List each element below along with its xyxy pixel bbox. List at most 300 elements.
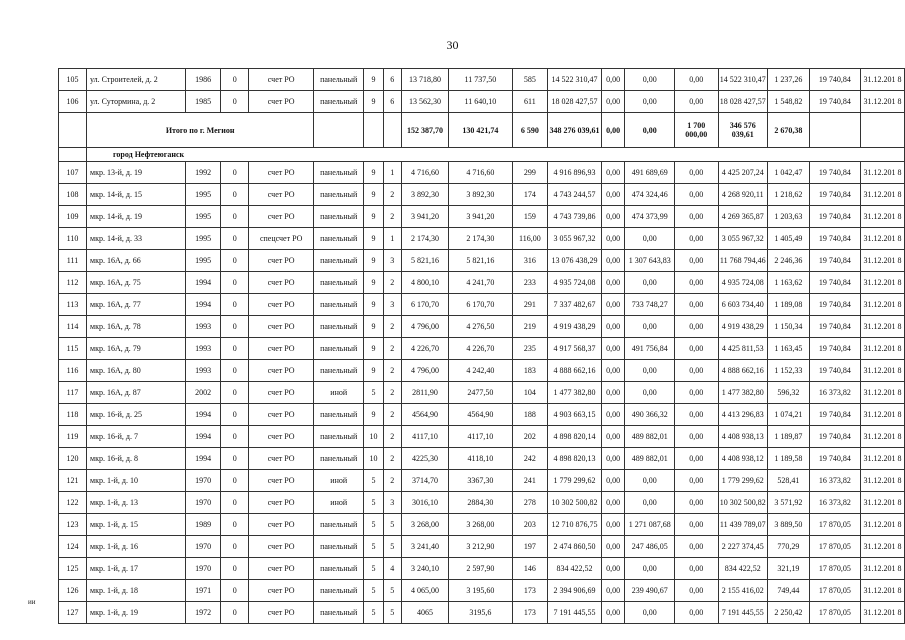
total-per-sqm: 2 670,38 (768, 113, 810, 148)
cell-c13: 0,00 (674, 338, 718, 360)
cell-deadline: 31.12.201 8 (861, 360, 905, 382)
cell-wall: панельный (314, 316, 364, 338)
cell-wall: панельный (314, 250, 364, 272)
cell-year: 1986 (185, 69, 221, 91)
cell-c14: 11 439 789,07 (718, 514, 767, 536)
cell-floors: 9 (364, 360, 384, 382)
cell-area-living: 3 268,00 (449, 514, 512, 536)
cell-c11: 0,00 (601, 338, 625, 360)
cell-limit: 19 740,84 (809, 69, 860, 91)
cell-residents: 203 (512, 514, 548, 536)
cell-entrances: 4 (383, 558, 401, 580)
cell-floors: 9 (364, 206, 384, 228)
cell-entrances: 1 (383, 228, 401, 250)
cell-residents: 173 (512, 580, 548, 602)
cell-floors: 5 (364, 580, 384, 602)
cell-address: мкр. 16А, д. 66 (87, 250, 186, 272)
cell-wall: панельный (314, 514, 364, 536)
cell-deadline: 31.12.201 8 (861, 316, 905, 338)
cell-year: 2002 (185, 382, 221, 404)
cell-c14: 7 191 445,55 (718, 602, 767, 624)
cell-c3: 0 (221, 426, 249, 448)
cell-per-sqm: 528,41 (768, 470, 810, 492)
cell-cost-total: 4 919 438,29 (548, 316, 601, 338)
cell-cost-total: 4 935 724,08 (548, 272, 601, 294)
cell-entrances: 1 (383, 162, 401, 184)
cell-c12: 1 307 643,83 (625, 250, 674, 272)
cell-cost-total: 4 888 662,16 (548, 360, 601, 382)
cell-year: 1989 (185, 514, 221, 536)
cell-deadline: 31.12.201 8 (861, 69, 905, 91)
cell-fund: счет РО (249, 206, 314, 228)
cell-residents: 183 (512, 360, 548, 382)
cell-c13: 0,00 (674, 206, 718, 228)
cell-c13: 0,00 (674, 470, 718, 492)
cell-area-living: 4 226,70 (449, 338, 512, 360)
cell-wall: панельный (314, 602, 364, 624)
cell-c11: 0,00 (601, 250, 625, 272)
cell-cost-total: 7 337 482,67 (548, 294, 601, 316)
cell-fund: счет РО (249, 448, 314, 470)
cell-c13: 0,00 (674, 536, 718, 558)
cell-address: мкр. 16-й, д. 25 (87, 404, 186, 426)
cell-c13: 0,00 (674, 162, 718, 184)
cell-c13: 0,00 (674, 184, 718, 206)
cell-limit: 19 740,84 (809, 184, 860, 206)
cell-residents: 202 (512, 426, 548, 448)
page-number: 30 (446, 38, 459, 52)
cell-c14: 4 888 662,16 (718, 360, 767, 382)
cell-wall: панельный (314, 558, 364, 580)
cell-c11: 0,00 (601, 69, 625, 91)
cell-c3: 0 (221, 536, 249, 558)
cell-residents: 188 (512, 404, 548, 426)
cell-entrances: 2 (383, 448, 401, 470)
cell-limit: 17 870,05 (809, 602, 860, 624)
table-row (59, 272, 905, 294)
cell-area-total: 4 716,60 (401, 162, 449, 184)
table-row (59, 184, 905, 206)
cell-c13: 0,00 (674, 492, 718, 514)
cell-address: мкр. 1-й, д. 13 (87, 492, 186, 514)
cell-wall: панельный (314, 404, 364, 426)
cell-entrances: 2 (383, 272, 401, 294)
cell-year: 1995 (185, 206, 221, 228)
cell-c13: 0,00 (674, 294, 718, 316)
cell-floors: 9 (364, 228, 384, 250)
cell-area-total: 3714,70 (401, 470, 449, 492)
cell-fund: счет РО (249, 338, 314, 360)
cell-year: 1993 (185, 316, 221, 338)
cell-wall: панельный (314, 360, 364, 382)
table-row (59, 580, 905, 602)
cell-address: мкр. 16А, д. 80 (87, 360, 186, 382)
cell-deadline: 31.12.201 8 (861, 514, 905, 536)
cell-deadline: 31.12.201 8 (861, 492, 905, 514)
cell-deadline: 31.12.201 8 (861, 294, 905, 316)
cell-c12: 0,00 (625, 382, 674, 404)
cell-limit: 19 740,84 (809, 360, 860, 382)
cell-c3: 0 (221, 162, 249, 184)
cell-c14: 2 155 416,02 (718, 580, 767, 602)
cell-num: 124 (59, 536, 87, 558)
cell-residents: 233 (512, 272, 548, 294)
cell-area-total: 3016,10 (401, 492, 449, 514)
cell-entrances: 2 (383, 206, 401, 228)
cell-num: 113 (59, 294, 87, 316)
cell-wall: иной (314, 382, 364, 404)
cell-deadline: 31.12.201 8 (861, 448, 905, 470)
total-area-living: 130 421,74 (449, 113, 512, 148)
cell-area-living: 3 892,30 (449, 184, 512, 206)
cell-c11: 0,00 (601, 91, 625, 113)
cell-deadline: 31.12.201 8 (861, 470, 905, 492)
cell-c14: 1 779 299,62 (718, 470, 767, 492)
table-row (59, 206, 905, 228)
cell-residents: 116,00 (512, 228, 548, 250)
section-row (59, 148, 905, 162)
cell-area-total: 4 226,70 (401, 338, 449, 360)
cell-c13: 0,00 (674, 228, 718, 250)
cell-num: 118 (59, 404, 87, 426)
cell-limit: 19 740,84 (809, 272, 860, 294)
cell-num: 105 (59, 69, 87, 91)
cell-year: 1994 (185, 272, 221, 294)
cell-area-living: 5 821,16 (449, 250, 512, 272)
cell-fund: счет РО (249, 514, 314, 536)
cell-address: мкр. 14-й, д. 15 (87, 184, 186, 206)
cell-c13: 0,00 (674, 404, 718, 426)
cell-c11: 0,00 (601, 448, 625, 470)
table-row (59, 536, 905, 558)
cell-floors: 5 (364, 492, 384, 514)
cell-c14: 3 055 967,32 (718, 228, 767, 250)
table-row (59, 294, 905, 316)
cell-per-sqm: 2 246,36 (768, 250, 810, 272)
cell-fund: счет РО (249, 69, 314, 91)
cell-c14: 10 302 500,82 (718, 492, 767, 514)
cell-c13: 0,00 (674, 426, 718, 448)
cell-c12: 489 882,01 (625, 448, 674, 470)
cell-area-total: 4 796,00 (401, 316, 449, 338)
cell-entrances: 3 (383, 492, 401, 514)
cell-num: 115 (59, 338, 87, 360)
cell-entrances: 5 (383, 514, 401, 536)
cell-area-total: 4 800,10 (401, 272, 449, 294)
cell-fund: счет РО (249, 294, 314, 316)
table-row (59, 448, 905, 470)
cell-c12: 0,00 (625, 492, 674, 514)
cell-c11: 0,00 (601, 162, 625, 184)
cell-c14: 4 425 207,24 (718, 162, 767, 184)
cell-year: 1993 (185, 338, 221, 360)
cell-c3: 0 (221, 514, 249, 536)
cell-cost-total: 4 898 820,13 (548, 448, 601, 470)
cell-residents: 197 (512, 536, 548, 558)
cell-address: мкр. 16А, д. 77 (87, 294, 186, 316)
total-empty-cell (383, 113, 401, 148)
total-c14: 346 576 039,61 (718, 113, 767, 148)
cell-wall: панельный (314, 580, 364, 602)
cell-per-sqm: 1 203,63 (768, 206, 810, 228)
cell-year: 1995 (185, 184, 221, 206)
cell-deadline: 31.12.201 8 (861, 206, 905, 228)
cell-year: 1970 (185, 558, 221, 580)
cell-year: 1970 (185, 492, 221, 514)
cell-residents: 104 (512, 382, 548, 404)
cell-limit: 19 740,84 (809, 338, 860, 360)
cell-num: 121 (59, 470, 87, 492)
cell-area-total: 13 562,30 (401, 91, 449, 113)
cell-fund: счет РО (249, 602, 314, 624)
cell-year: 1995 (185, 250, 221, 272)
cell-per-sqm: 1 189,87 (768, 426, 810, 448)
cell-c14: 4 269 365,87 (718, 206, 767, 228)
table-row (59, 360, 905, 382)
cell-c12: 0,00 (625, 91, 674, 113)
cell-per-sqm: 1 152,33 (768, 360, 810, 382)
cell-c14: 18 028 427,57 (718, 91, 767, 113)
cell-area-total: 4564,90 (401, 404, 449, 426)
cell-entrances: 6 (383, 91, 401, 113)
cell-deadline: 31.12.201 8 (861, 404, 905, 426)
cell-cost-total: 4 916 896,93 (548, 162, 601, 184)
total-c12: 0,00 (625, 113, 674, 148)
cell-year: 1994 (185, 404, 221, 426)
cell-address: мкр. 16А, д. 79 (87, 338, 186, 360)
cell-cost-total: 4 743 739,86 (548, 206, 601, 228)
cell-wall: панельный (314, 228, 364, 250)
cell-year: 1994 (185, 426, 221, 448)
cell-c13: 0,00 (674, 360, 718, 382)
cell-cost-total: 13 076 438,29 (548, 250, 601, 272)
cell-year: 1993 (185, 360, 221, 382)
cell-c12: 489 882,01 (625, 426, 674, 448)
cell-limit: 19 740,84 (809, 250, 860, 272)
cell-fund: счет РО (249, 426, 314, 448)
cell-per-sqm: 3 889,50 (768, 514, 810, 536)
total-c13: 1 700 000,00 (674, 113, 718, 148)
cell-per-sqm: 596,32 (768, 382, 810, 404)
table-row (59, 382, 905, 404)
cell-c12: 0,00 (625, 360, 674, 382)
cell-cost-total: 14 522 310,47 (548, 69, 601, 91)
cell-area-total: 5 821,16 (401, 250, 449, 272)
cell-num: 122 (59, 492, 87, 514)
cell-area-total: 4 796,00 (401, 360, 449, 382)
cell-limit: 19 740,84 (809, 426, 860, 448)
cell-limit: 17 870,05 (809, 514, 860, 536)
cell-address: мкр. 14-й, д. 33 (87, 228, 186, 250)
cell-c11: 0,00 (601, 580, 625, 602)
cell-per-sqm: 1 163,62 (768, 272, 810, 294)
cell-entrances: 2 (383, 360, 401, 382)
cell-entrances: 5 (383, 536, 401, 558)
cell-cost-total: 10 302 500,82 (548, 492, 601, 514)
cell-c13: 0,00 (674, 602, 718, 624)
cell-wall: панельный (314, 426, 364, 448)
cell-c3: 0 (221, 316, 249, 338)
cell-c11: 0,00 (601, 470, 625, 492)
cell-c12: 239 490,67 (625, 580, 674, 602)
cell-deadline: 31.12.201 8 (861, 250, 905, 272)
total-c11: 0,00 (601, 113, 625, 148)
cell-year: 1970 (185, 470, 221, 492)
cell-num: 125 (59, 558, 87, 580)
cell-c11: 0,00 (601, 514, 625, 536)
cell-c3: 0 (221, 338, 249, 360)
cell-entrances: 2 (383, 404, 401, 426)
cell-c13: 0,00 (674, 91, 718, 113)
cell-num: 111 (59, 250, 87, 272)
cell-c12: 474 373,99 (625, 206, 674, 228)
cell-deadline: 31.12.201 8 (861, 558, 905, 580)
cell-fund: счет РО (249, 91, 314, 113)
cell-per-sqm: 321,19 (768, 558, 810, 580)
cell-c14: 4 268 920,11 (718, 184, 767, 206)
total-empty-cell (364, 113, 384, 148)
cell-address: мкр. 1-й, д. 15 (87, 514, 186, 536)
cell-per-sqm: 1 163,45 (768, 338, 810, 360)
cell-year: 1985 (185, 91, 221, 113)
cell-c3: 0 (221, 360, 249, 382)
cell-c3: 0 (221, 448, 249, 470)
cell-deadline: 31.12.201 8 (861, 382, 905, 404)
cell-num: 119 (59, 426, 87, 448)
cell-c12: 491 689,69 (625, 162, 674, 184)
cell-address: мкр. 16А, д. 78 (87, 316, 186, 338)
cell-c12: 491 756,84 (625, 338, 674, 360)
cell-wall: панельный (314, 184, 364, 206)
cell-fund: счет РО (249, 492, 314, 514)
cell-cost-total: 834 422,52 (548, 558, 601, 580)
cell-residents: 173 (512, 602, 548, 624)
cell-area-total: 3 892,30 (401, 184, 449, 206)
cell-floors: 9 (364, 250, 384, 272)
cell-area-living: 3 212,90 (449, 536, 512, 558)
cell-address: мкр. 16-й, д. 7 (87, 426, 186, 448)
cell-c13: 0,00 (674, 69, 718, 91)
total-empty-cell (314, 113, 364, 148)
cell-c11: 0,00 (601, 316, 625, 338)
cell-area-living: 4 276,50 (449, 316, 512, 338)
cell-wall: панельный (314, 272, 364, 294)
cell-c11: 0,00 (601, 602, 625, 624)
cell-area-total: 2 174,30 (401, 228, 449, 250)
cell-wall: панельный (314, 91, 364, 113)
cell-year: 1971 (185, 580, 221, 602)
cell-num: 109 (59, 206, 87, 228)
cell-cost-total: 2 474 860,50 (548, 536, 601, 558)
cell-num: 108 (59, 184, 87, 206)
cell-deadline: 31.12.201 8 (861, 91, 905, 113)
cell-cost-total: 4 903 663,15 (548, 404, 601, 426)
cell-limit: 16 373,82 (809, 382, 860, 404)
cell-limit: 17 870,05 (809, 536, 860, 558)
cell-area-living: 3195,6 (449, 602, 512, 624)
cell-c11: 0,00 (601, 228, 625, 250)
cell-c11: 0,00 (601, 404, 625, 426)
cell-floors: 5 (364, 382, 384, 404)
cell-cost-total: 7 191 445,55 (548, 602, 601, 624)
cell-c14: 4 919 438,29 (718, 316, 767, 338)
cell-fund: счет РО (249, 404, 314, 426)
cell-wall: иной (314, 470, 364, 492)
cell-floors: 5 (364, 470, 384, 492)
cell-area-living: 6 170,70 (449, 294, 512, 316)
cell-num: 127 (59, 602, 87, 624)
cell-address: мкр. 1-й, д. 17 (87, 558, 186, 580)
cell-year: 1994 (185, 294, 221, 316)
cell-area-living: 11 737,50 (449, 69, 512, 91)
table-row (59, 162, 905, 184)
cell-area-living: 4 242,40 (449, 360, 512, 382)
cell-year: 1972 (185, 602, 221, 624)
cell-area-living: 3 941,20 (449, 206, 512, 228)
cell-address: ул. Строителей, д. 2 (87, 69, 186, 91)
cell-floors: 9 (364, 91, 384, 113)
cell-cost-total: 1 477 382,80 (548, 382, 601, 404)
cell-floors: 10 (364, 448, 384, 470)
cell-residents: 241 (512, 470, 548, 492)
cell-c12: 0,00 (625, 558, 674, 580)
cell-floors: 9 (364, 162, 384, 184)
cell-c11: 0,00 (601, 294, 625, 316)
cell-limit: 19 740,84 (809, 162, 860, 184)
cell-limit: 19 740,84 (809, 228, 860, 250)
cell-c13: 0,00 (674, 580, 718, 602)
cell-fund: счет РО (249, 316, 314, 338)
cell-num: 110 (59, 228, 87, 250)
cell-area-total: 3 941,20 (401, 206, 449, 228)
cell-area-living: 2477,50 (449, 382, 512, 404)
cell-cost-total: 3 055 967,32 (548, 228, 601, 250)
cell-c12: 0,00 (625, 272, 674, 294)
cell-c12: 474 324,46 (625, 184, 674, 206)
cell-per-sqm: 1 548,82 (768, 91, 810, 113)
cell-deadline: 31.12.201 8 (861, 338, 905, 360)
table-row (59, 602, 905, 624)
cell-area-total: 4 065,00 (401, 580, 449, 602)
cell-residents: 291 (512, 294, 548, 316)
cell-per-sqm: 3 571,92 (768, 492, 810, 514)
cell-per-sqm: 1 405,49 (768, 228, 810, 250)
cell-c3: 0 (221, 272, 249, 294)
cell-per-sqm: 770,29 (768, 536, 810, 558)
cell-limit: 16 373,82 (809, 470, 860, 492)
cell-cost-total: 18 028 427,57 (548, 91, 601, 113)
cell-floors: 9 (364, 272, 384, 294)
cell-area-living: 4117,10 (449, 426, 512, 448)
total-area-total: 152 387,70 (401, 113, 449, 148)
cell-fund: счет РО (249, 184, 314, 206)
cell-c14: 11 768 794,46 (718, 250, 767, 272)
cell-area-living: 2 174,30 (449, 228, 512, 250)
cell-area-living: 4 241,70 (449, 272, 512, 294)
cell-entrances: 3 (383, 250, 401, 272)
cell-residents: 159 (512, 206, 548, 228)
cell-area-total: 3 240,10 (401, 558, 449, 580)
cell-c11: 0,00 (601, 536, 625, 558)
cell-c11: 0,00 (601, 492, 625, 514)
cell-wall: панельный (314, 69, 364, 91)
total-label: Итого по г. Мегион (87, 113, 314, 148)
cell-num: 107 (59, 162, 87, 184)
total-cost: 348 276 039,61 (548, 113, 601, 148)
cell-c12: 0,00 (625, 602, 674, 624)
section-num-cell (59, 148, 87, 162)
cell-limit: 17 870,05 (809, 558, 860, 580)
